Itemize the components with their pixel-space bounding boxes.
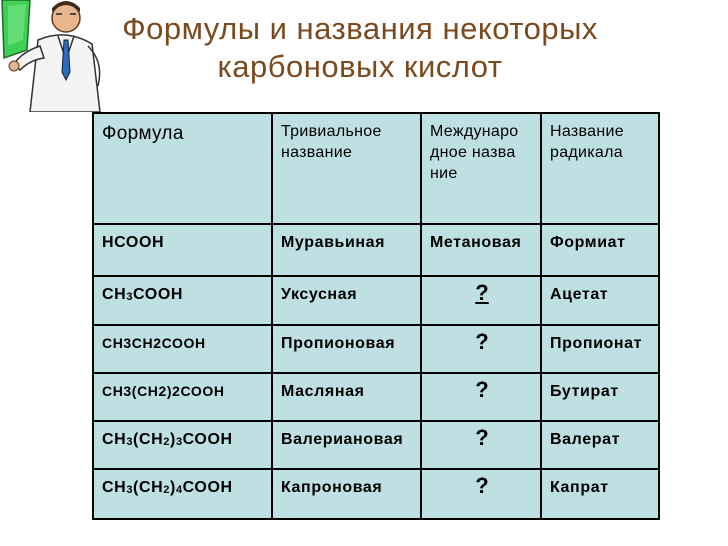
formula-cell: $СН_3СООН$ [93,276,272,325]
question-mark: ? [475,280,489,305]
radical-name-cell: Валерат [541,421,659,469]
title-line-2: карбоновых кислот [217,49,503,84]
question-mark: ? [475,473,489,498]
trivial-name-cell: Капроновая [272,469,421,519]
table-header-row [93,113,659,224]
table-row [93,469,659,519]
formula-cell: СН3СН2СООН [93,325,272,373]
title-line-1: Формулы и названия некоторых [122,11,598,46]
radical-name-cell: Формиат [541,224,659,276]
question-mark: ? [475,377,489,402]
trivial-name-cell: Валериановая [272,421,421,469]
international-name-cell[interactable] [421,421,541,469]
trivial-name-cell: Муравьиная [272,224,421,276]
table-row [93,421,659,469]
international-name-cell[interactable] [421,469,541,519]
header-trivial: Тривиальное название [272,113,421,224]
trivial-name-cell: Пропионовая [272,325,421,373]
formula-cell: НСООН [93,224,272,276]
international-name-cell: Метановая [421,224,541,276]
table-row [93,224,659,276]
page-title [60,10,660,86]
header-international: Международное название [421,113,541,224]
trivial-name-cell: Уксусная [272,276,421,325]
radical-name-cell: Пропионат [541,325,659,373]
table-row [93,373,659,421]
radical-name-cell: Капрат [541,469,659,519]
question-mark: ? [475,329,489,354]
international-name-cell[interactable] [421,276,541,325]
table-row [93,276,659,325]
radical-name-cell: Ацетат [541,276,659,325]
question-mark: ? [475,425,489,450]
international-name-cell[interactable] [421,325,541,373]
header-formula: Формула [93,113,272,224]
header-radical: Название радикала [541,113,659,224]
formula-cell: СН3(СН2)2СООН [93,373,272,421]
radical-name-cell: Бутират [541,373,659,421]
table-row [93,325,659,373]
formula-cell: $СН_3(СН_2)_3СООН$ [93,421,272,469]
acids-table [92,112,660,520]
international-name-cell[interactable] [421,373,541,421]
trivial-name-cell: Масляная [272,373,421,421]
formula-cell: $СН_3(СН_2)_4СООН$ [93,469,272,519]
